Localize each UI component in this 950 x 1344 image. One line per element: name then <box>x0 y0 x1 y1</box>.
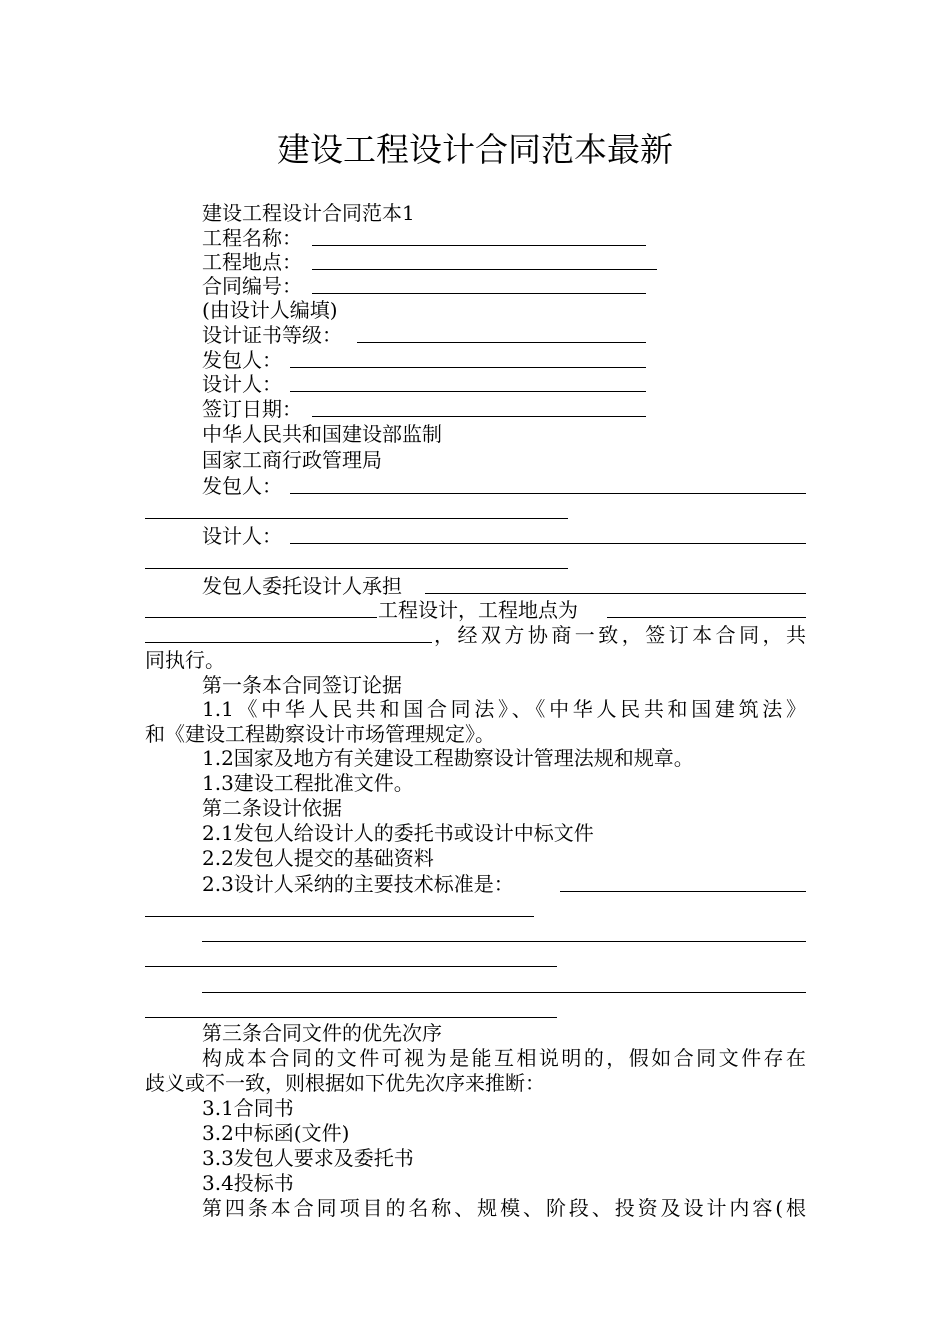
party-designer-blank <box>290 543 806 544</box>
contract-no-note: (由设计人编填) <box>202 298 338 322</box>
article1-item3: 1.3建设工程批准文件。 <box>202 771 414 795</box>
intro-blank2 <box>145 617 377 618</box>
article3-item1: 3.1合同书 <box>202 1096 294 1120</box>
article4-heading: 第四条本合同项目的名称、规模、阶段、投资及设计内容(根 <box>202 1196 806 1220</box>
issuer-ministry: 中华人民共和国建设部监制 <box>202 422 442 446</box>
document-title: 建设工程设计合同范本最新 <box>277 130 673 169</box>
article3-body-a: 构成本合同的文件可视为是能互相说明的，假如合同文件存在 <box>202 1046 806 1070</box>
project-location-label: 工程地点： <box>202 250 302 274</box>
contract-no-label: 合同编号： <box>202 274 302 298</box>
tech-standard-blank2 <box>202 941 806 942</box>
contract-no-blank <box>312 293 646 294</box>
intro-part1: 发包人委托设计人承担 <box>202 574 402 598</box>
article1-item1-a: 1.1《中华人民共和国合同法》、《中华人民共和国建筑法》 <box>202 697 806 721</box>
cover-designer-label: 设计人： <box>202 372 282 396</box>
article2-item3: 2.3设计人采纳的主要技术标准是： <box>202 872 514 896</box>
intro-blank3 <box>607 617 806 618</box>
project-name-label: 工程名称： <box>202 226 302 250</box>
article3-item4: 3.4投标书 <box>202 1171 294 1195</box>
intro-blank4 <box>145 642 432 643</box>
article2-heading: 第二条设计依据 <box>202 796 342 820</box>
sign-date-blank <box>312 416 646 417</box>
party-designer-blank-cont <box>145 568 568 569</box>
article3-item2: 3.2中标函(文件) <box>202 1121 350 1145</box>
tech-standard-blank3 <box>202 992 806 993</box>
cert-level-label: 设计证书等级： <box>202 323 342 347</box>
article2-item1: 2.1发包人给设计人的委托书或设计中标文件 <box>202 821 594 845</box>
article3-heading: 第三条合同文件的优先次序 <box>202 1021 442 1045</box>
article1-item1-b: 和《建设工程勘察设计市场管理规定》。 <box>145 722 495 746</box>
intro-part4: 同执行。 <box>145 648 225 672</box>
party-client-label: 发包人： <box>202 474 282 498</box>
tech-standard-blank3-cont <box>145 1017 557 1018</box>
article1-heading: 第一条本合同签订论据 <box>202 673 402 697</box>
intro-blank1 <box>425 593 806 594</box>
article3-body-b: 歧义或不一致，则根据如下优先次序来推断： <box>145 1071 545 1095</box>
tech-standard-blank2-cont <box>145 966 557 967</box>
party-designer-label: 设计人： <box>202 524 282 548</box>
cover-client-blank <box>290 367 646 368</box>
article2-item2: 2.2发包人提交的基础资料 <box>202 846 434 870</box>
tech-standard-blank-cont <box>145 916 534 917</box>
article1-item2: 1.2国家及地方有关建设工程勘察设计管理法规和规章。 <box>202 746 694 770</box>
tech-standard-blank <box>560 891 806 892</box>
project-location-blank <box>312 269 657 270</box>
project-name-blank <box>312 245 646 246</box>
issuer-admin: 国家工商行政管理局 <box>202 448 382 472</box>
cert-level-blank <box>357 342 646 343</box>
article3-item3: 3.3发包人要求及委托书 <box>202 1146 414 1170</box>
party-client-blank <box>290 493 806 494</box>
contract-subtitle: 建设工程设计合同范本1 <box>202 201 415 225</box>
intro-part2: 工程设计，工程地点为 <box>378 598 578 622</box>
intro-part3: ，经双方协商一致，签订本合同，共 <box>434 623 806 647</box>
sign-date-label: 签订日期： <box>202 397 302 421</box>
cover-client-label: 发包人： <box>202 348 282 372</box>
cover-designer-blank <box>290 391 646 392</box>
party-client-blank-cont <box>145 518 568 519</box>
